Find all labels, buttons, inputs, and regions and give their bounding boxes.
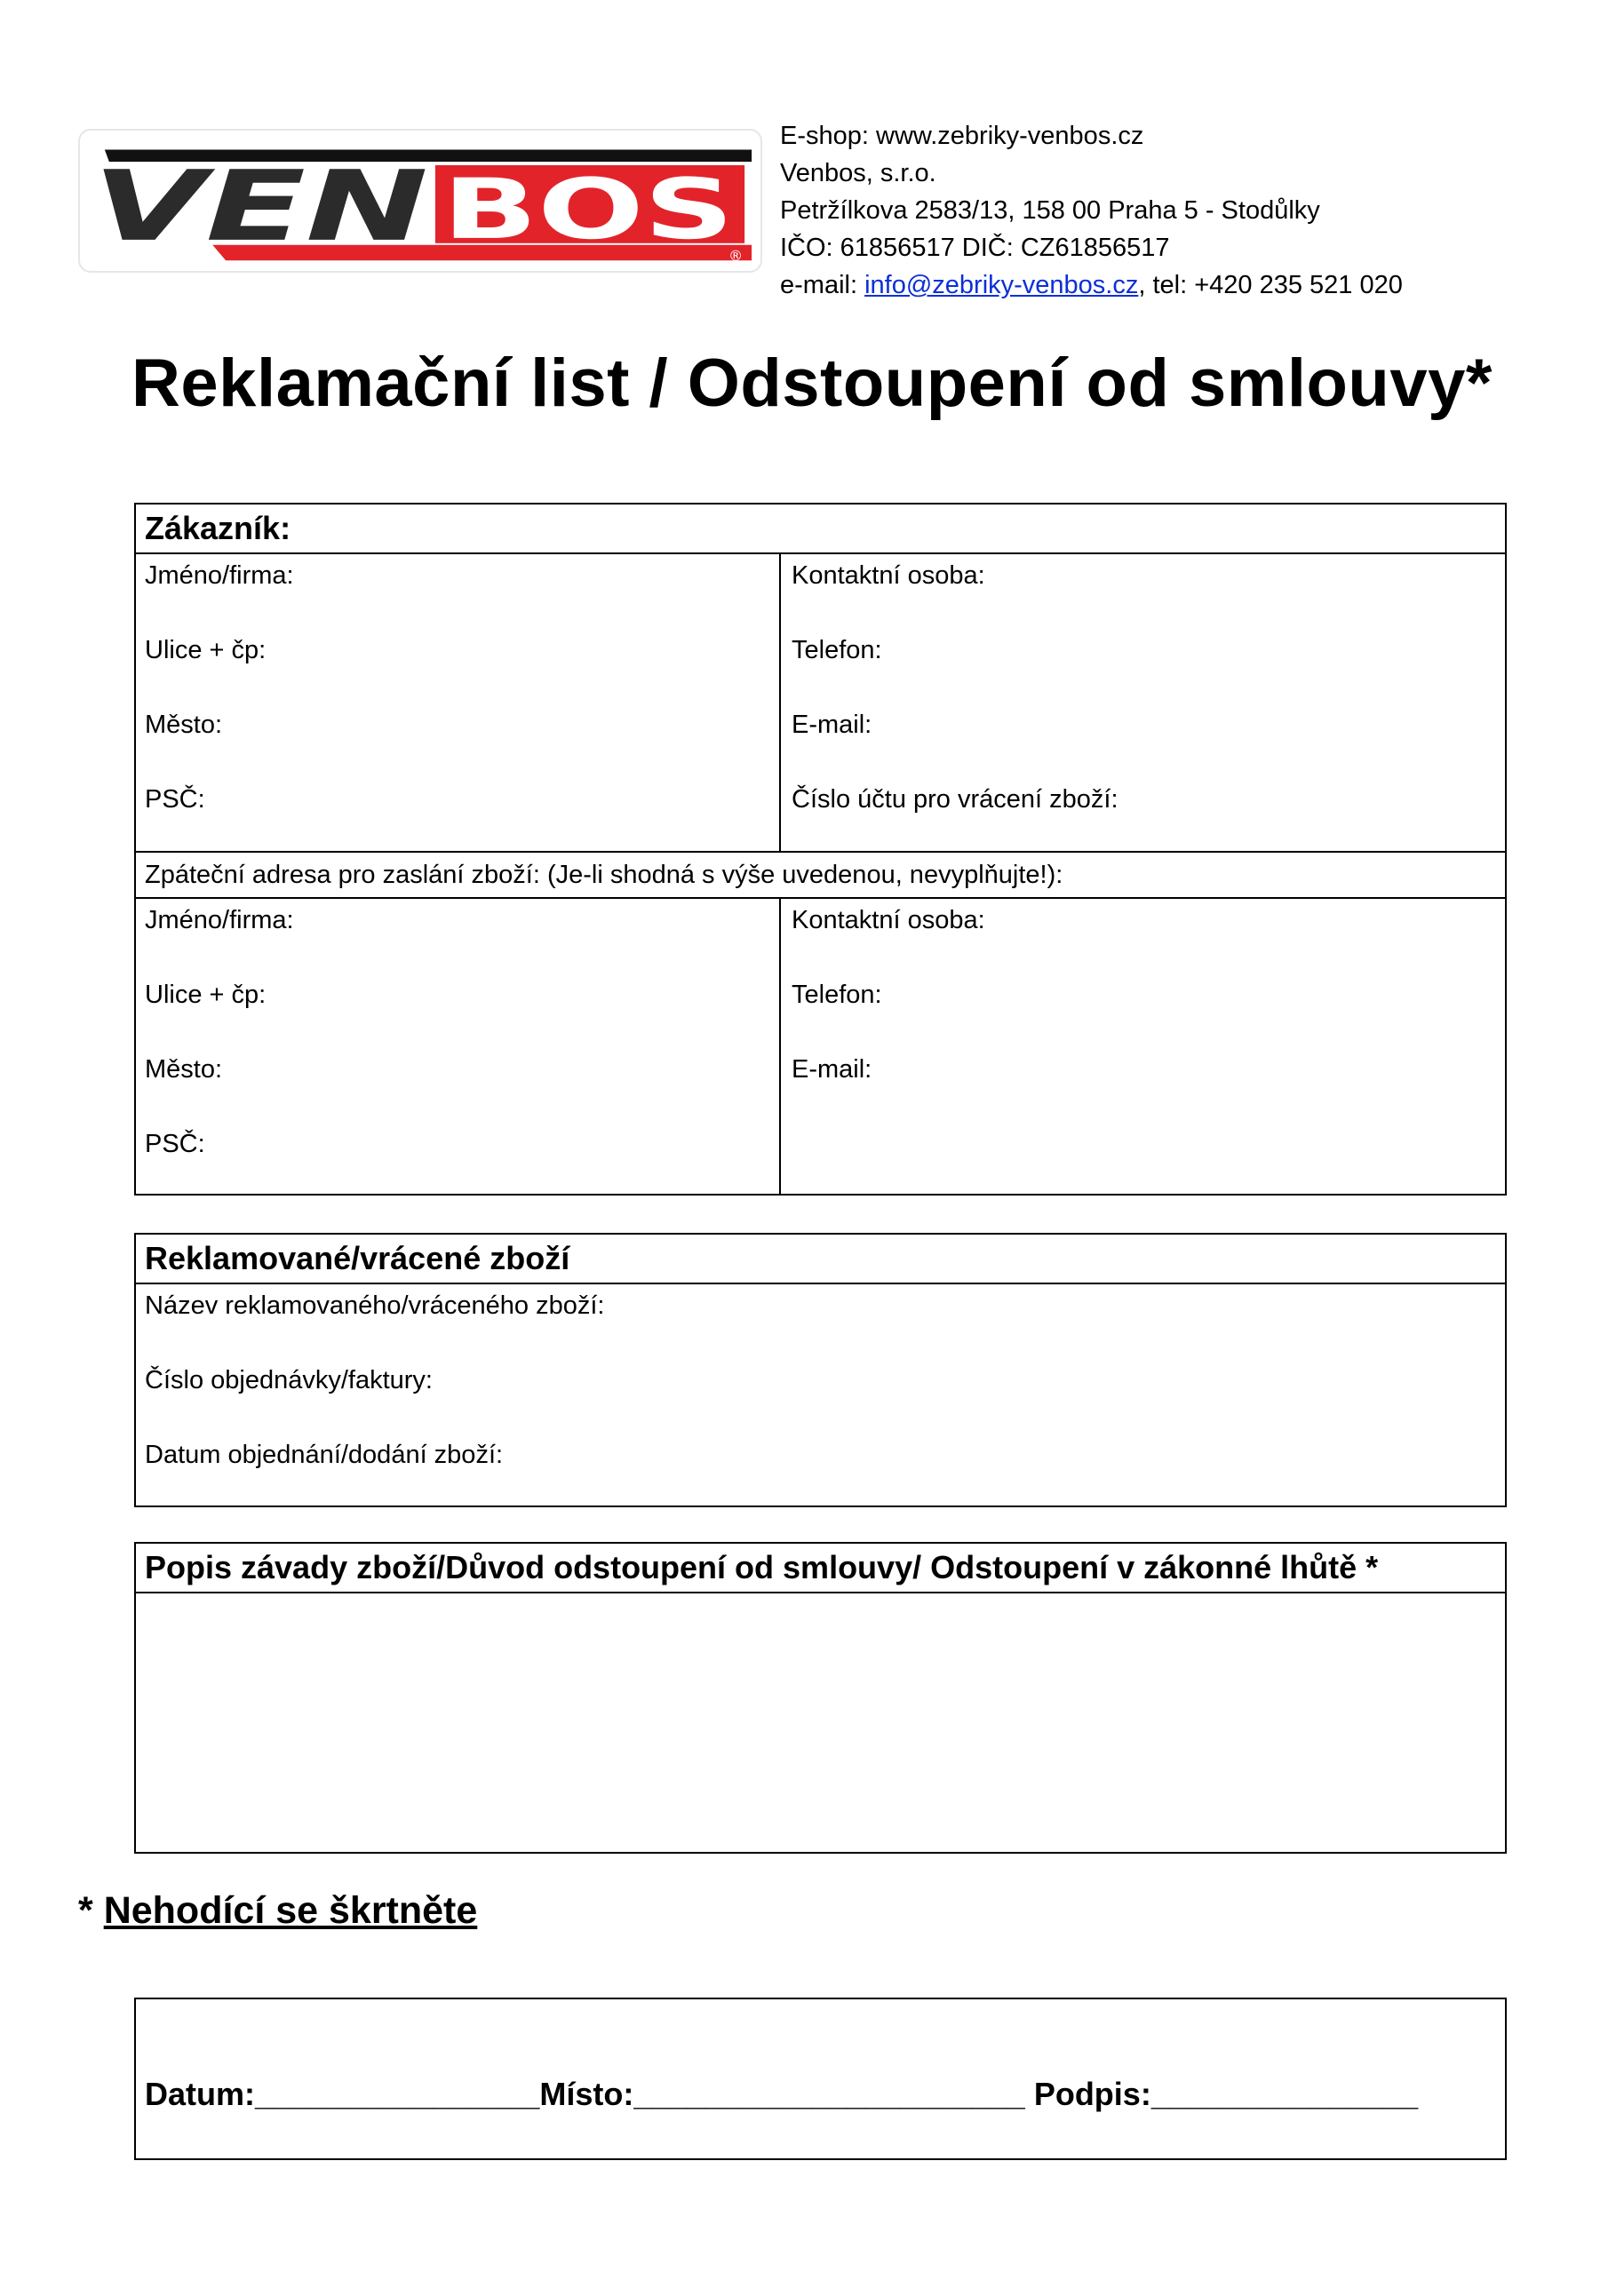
footnote-star: * <box>78 1889 104 1932</box>
place-field[interactable]: ______________________ <box>633 2076 1025 2112</box>
customer-right-column <box>781 554 1505 851</box>
return-field-phone[interactable]: Telefon: <box>792 981 882 1009</box>
customer-section <box>134 503 1507 1196</box>
logo-registered-mark: ® <box>728 247 744 265</box>
return-field-name[interactable]: Jméno/firma: <box>145 906 294 934</box>
email-prefix: e-mail: <box>780 271 865 299</box>
reason-heading: Popis závady zboží/Důvod odstoupení od smlouvy/ Odstoupení v zákonné lhůtě * <box>136 1544 1505 1593</box>
phone-text: , tel: +420 235 521 020 <box>1138 271 1403 299</box>
field-goods-name[interactable]: Název reklamovaného/vráceného zboží: <box>145 1291 605 1320</box>
company-info <box>780 117 1403 304</box>
field-order-number[interactable]: Číslo objednávky/faktury: <box>145 1366 433 1394</box>
field-phone[interactable]: Telefon: <box>792 636 882 664</box>
return-address-heading: Zpáteční adresa pro zaslání zboží: (Je-li shodná s výše uvedenou, nevyplňujte!): <box>136 851 1505 899</box>
logo-ven-text: VEN <box>92 150 428 264</box>
customer-fields <box>136 554 1505 851</box>
return-field-city[interactable]: Město: <box>145 1055 223 1084</box>
return-field-email[interactable]: E-mail: <box>792 1055 872 1084</box>
company-address: Petržílkova 2583/13, 158 00 Praha 5 - Stodůlky <box>780 196 1320 225</box>
field-zip[interactable]: PSČ: <box>145 785 205 814</box>
company-name: Venbos, s.r.o. <box>780 159 936 187</box>
place-label: Místo: <box>539 2076 634 2112</box>
return-right-column <box>781 899 1505 1194</box>
reason-text-area[interactable] <box>136 1593 1505 1851</box>
venbos-logo <box>78 129 762 273</box>
signature-label: Podpis: <box>1024 2076 1151 2112</box>
signature-section <box>134 1998 1507 2160</box>
field-city[interactable]: Město: <box>145 711 223 739</box>
return-field-street[interactable]: Ulice + čp: <box>145 981 267 1009</box>
customer-heading: Zákazník: <box>136 504 1505 554</box>
footnote-text: Nehodící se škrtněte <box>103 1889 478 1932</box>
field-account-number[interactable]: Číslo účtu pro vrácení zboží: <box>792 785 1118 814</box>
date-field[interactable]: ________________ <box>255 2076 540 2112</box>
field-order-date[interactable]: Datum objednání/dodání zboží: <box>145 1441 504 1469</box>
return-field-zip[interactable]: PSČ: <box>145 1130 205 1158</box>
venbos-logo-graphic <box>80 131 760 271</box>
field-name[interactable]: Jméno/firma: <box>145 561 294 590</box>
signature-line <box>145 2076 1418 2113</box>
customer-left-column <box>136 554 781 851</box>
goods-fields <box>136 1284 1505 1510</box>
company-ids: IČO: 61856517 DIČ: CZ61856517 <box>780 234 1170 262</box>
contact-line <box>780 266 1403 304</box>
eshop-line: E-shop: www.zebriky-venbos.cz <box>780 122 1144 150</box>
return-address-fields <box>136 899 1505 1194</box>
field-email[interactable]: E-mail: <box>792 711 872 739</box>
return-field-contact-person[interactable]: Kontaktní osoba: <box>792 906 985 934</box>
logo-bos-text: BOS <box>442 161 735 258</box>
return-left-column <box>136 899 781 1194</box>
field-contact-person[interactable]: Kontaktní osoba: <box>792 561 985 590</box>
goods-section <box>134 1233 1507 1507</box>
field-street[interactable]: Ulice + čp: <box>145 636 267 664</box>
document-title: Reklamační list / Odstoupení od smlouvy* <box>131 346 1493 421</box>
date-label: Datum: <box>145 2076 255 2112</box>
email-link[interactable]: info@zebriky-venbos.cz <box>864 271 1139 299</box>
signature-field[interactable]: _______________ <box>1150 2076 1419 2112</box>
reason-section <box>134 1542 1507 1854</box>
goods-heading: Reklamované/vrácené zboží <box>136 1235 1505 1284</box>
footnote <box>78 1889 477 1933</box>
